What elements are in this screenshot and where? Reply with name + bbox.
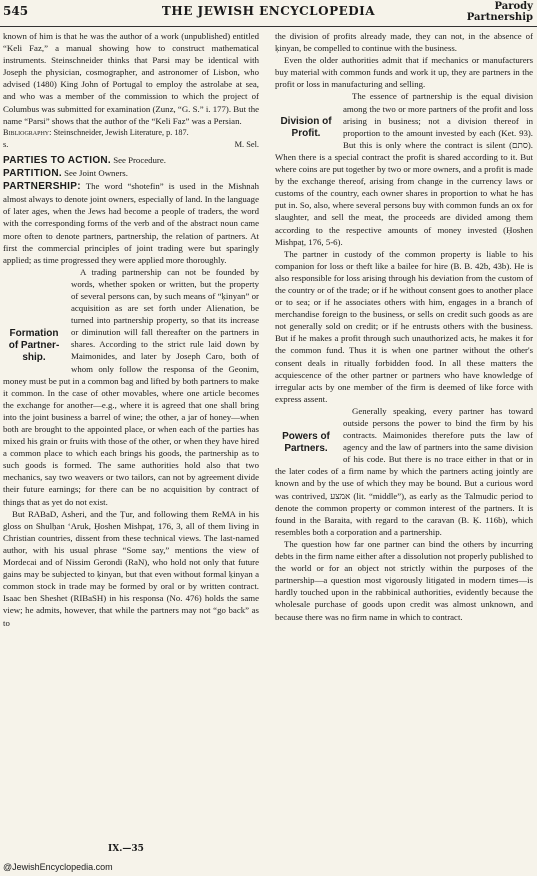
entry-heading: PARTIES TO ACTION. — [3, 154, 111, 166]
side-heading-line: Formation — [9, 327, 59, 339]
article-signature — [3, 139, 259, 151]
side-heading-line: of Partner- — [8, 339, 60, 351]
parsi-paragraph: known of him is that he was the author of a work (unpublished) entitled “Keli Faz,” a manual showing how to construct mathematical instruments. Steinschneider thinks that Parsi may be identical with Joseph the physician, cosmographer, and astronomer of Lisbon, who advised (1480) King John of Portugal to employ the astrolabe at sea, and who was a member of the commission to which the project of Columbus was submitted for examination (Zunz, “G. S.” i. 177). But the name “Parsi” shows that the author of the “Keli Faz” was a Persian. — [3, 31, 259, 126]
side-heading-line: Profit. — [291, 128, 321, 140]
left-column — [3, 30, 259, 840]
side-heading-line: Powers of — [282, 430, 330, 442]
side-heading-powers-of-partners — [275, 431, 337, 455]
signature-author: M. Sel. — [234, 139, 259, 149]
essence-paragraph: The essence of partnership is the equal division among the two or more partners of the profit and loss arising in business; not a division thereof in proportion to the amount invested by each (Ket. 93). But this is only where the contract is silent (סתם). When there is a special contract the profit is shared according to it. But where coins are put together by two or more owners, and a profit is made by the exchange thereof, arising from change in the currency laws or customs of the country, each owner shares in proportion to what he has put in. So, also, where several persons buy with common funds an ox for slaughter, and sell the meat, the proceeds are divided among them according to the respective amounts of money invested (Ḥoshen Mishpaṭ, 176, 5-6). — [275, 91, 533, 247]
signature-class: s. — [3, 139, 9, 149]
partnership-intro-text: The word “shotefin” is used in the Mishnah almost always to denote joint owners, especially of land. In the language of later ages, when the Jews had become a people of traders, the word with the corresponding forms of the verb and of the abstract noun came more often to denote partners, partnership, the relation of partners. At first the commercial principles of joint trading were but sparingly applied; as time progressed they were applied more thoroughly. — [3, 181, 259, 265]
entry-cross-reference[interactable]: See Procedure. — [111, 154, 166, 165]
custody-paragraph: The partner in custody of the common property is liable to his companion for loss or theft like a bailee for hire (B. B. 42b, 43b). He is also responsible for loss arising through his deviation from the custom of the country or of the trade; or if he without consent goes to another place or to sea; or if he associates others with him, engages in a branch of merchandise foreign to the business, or sells on credit such goods as are not generally sold on credit; or if he entrusts others with the business. But if he makes a profit through such unauthorized acts, he makes it for the common fund. Thus it is when one partner without the other's consent deals in ritually forbidden food. In all these matters the acquiescence of the other partner or partners who have knowledge of irregular acts by one member of the firm is deemed of like force with express assent. — [275, 248, 533, 404]
running-head-line-1: Parody — [494, 1, 533, 12]
entry-heading: PARTITION. — [3, 168, 62, 180]
continuation-paragraph: the division of profits already made, they can not, in the absence of ḳinyan, be compelled to continue with the business. — [275, 31, 533, 54]
mechanics-paragraph: Even the older authorities admit that if mechanics or manufacturers buy material with common funds and work it up, they are partners in the profit or loss in manufacturing and selling. — [275, 55, 533, 90]
running-head-line-2: Partnership — [466, 12, 533, 23]
entry-heading: PARTNERSHIP: — [3, 181, 81, 193]
page-header — [0, 0, 537, 27]
publication-title: THE JEWISH ENCYCLOPEDIA — [161, 4, 376, 18]
side-heading-line: ship. — [22, 351, 46, 363]
side-heading-formation — [3, 328, 65, 364]
bibliography-label: Bibliography — [3, 127, 50, 137]
side-heading-division-of-profit — [275, 116, 337, 140]
entry-partnership — [3, 180, 259, 266]
rabad-paragraph: But RABaD, Asheri, and the Ṭur, and following them ReMA in his gloss on Shulḥan ‘Aruk, Ḥoshen Mishpaṭ, 176, 3, all of them living in Christian countries, dissent from these technical views. The last-named author, with his usual phrase “Some say,” mentions the view of Mordecai and of Nissim Gerondi (RaN), who hold not only that future gains may be subjected to ḳinyan, but that even without formal ḳinyan a common stock in trade may be formed by oral or by written contract. Isaac ben Sheshet (RIBaSH) in his responsa (No. 476) holds the same view; he admits, however, that while the partners may not “go back” as to — [3, 508, 259, 628]
agency-paragraph: Generally speaking, every partner has toward outside persons the power to bind the firm by his contracts. Maimonides therefore puts the law of agency and the law of partners into the same division of his code. But there is no trace either in that or in the later codes of a firm name by which the partners acting jointly are known and by the use of which they may be bound. But a curious word was contrived, אמצע (lit. “middle”), as early as the Talmudic period to denote the common property or common interest of the partners. It is found in the Baraita, with regard to the caravan (B. Ḳ. 116b), which resembles both a corporation and a partnership. — [275, 405, 533, 537]
entry-parties-to-action — [3, 154, 259, 167]
side-heading-line: Division of — [280, 116, 332, 128]
sheet-signature: IX.—35 — [108, 844, 144, 854]
watermark-link[interactable]: @JewishEncyclopedia.com — [3, 862, 113, 872]
side-heading-line: Partners. — [284, 442, 328, 454]
right-column — [275, 30, 533, 840]
page-number: 545 — [3, 4, 29, 18]
formation-paragraph: A trading partnership can not be founded by words, whether spoken or written, but the property of several persons can, by such means of “ḳinyan” or acquisition as are set forth under Alienation, be turned into partnership property, so that its increase or diminution will fall thereafter on the partners in shares. According to the strict rule laid down by Maimonides, and later by Joseph Caro, both of whom only follow the responsa of the Geonim, money must be put in a common bag and lifted by both partners to make it common. In the case of other movables, where one article becomes the exchange for another—e.g., where it is agreed that one shall bring into the joint business a barrel of wine; the other, a jar of honey—when both are brought to the appointed place, or when each of the parties has mixed his grain or fruits with those of the other, or when they have hired a common place to which each brings his goods, the partnership as to such goods is formed. The same authorities hold also that two mechanics, say two weavers or two tailors, can not by agreement divide their future earnings; for there can be no acquisition by contract of things that as yet do not exist. — [3, 266, 259, 507]
entry-cross-reference[interactable]: See Joint Owners. — [61, 168, 128, 179]
running-head — [467, 1, 533, 23]
entry-partition — [3, 167, 259, 180]
debts-paragraph: The question how far one partner can bind the others by incurring debts in the firm name either after a dissolution not properly published to the world or for an object not strictly within the purposes of the partnership—a question most vigorously litigated in modern times—is hardly touched upon in the rabbinical authorities, evidently because the wholesale purchase of goods upon credit was almost unknown, and because there was no firm name in which to contract. — [275, 538, 533, 622]
bibliography-text: : Steinschneider, Jewish Literature, p. 187. — [49, 127, 189, 137]
bibliography — [3, 127, 259, 139]
